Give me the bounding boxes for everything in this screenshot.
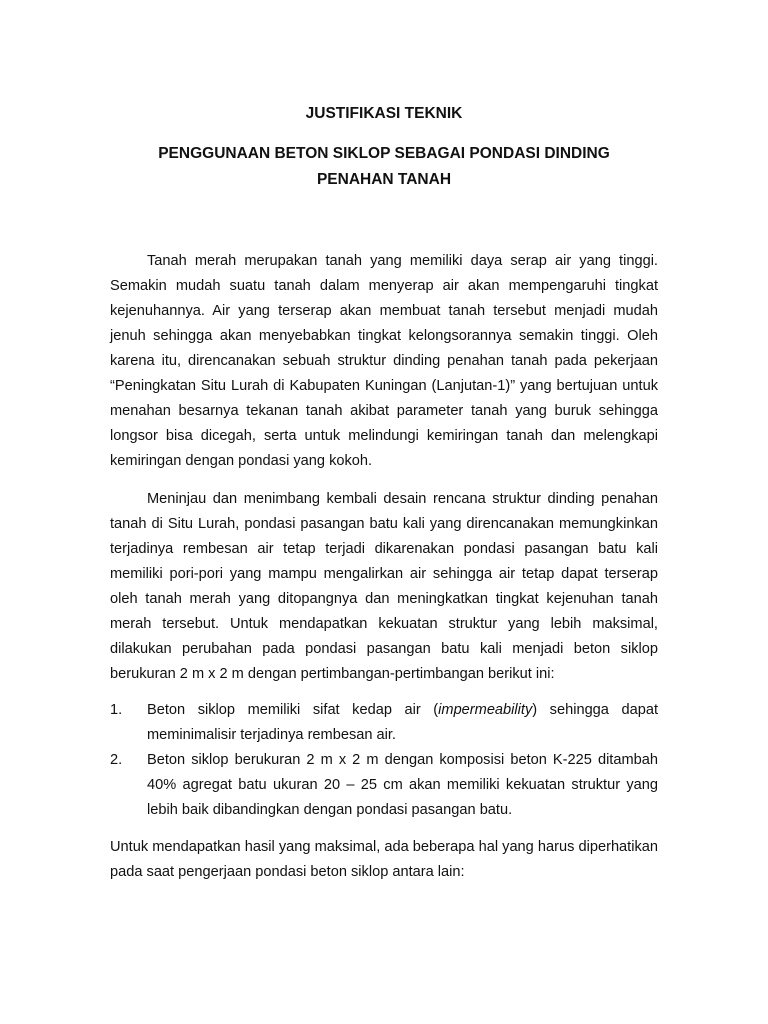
paragraph-1: Tanah merah merupakan tanah yang memiliki daya serap air yang tinggi. Semakin mudah suatu tanah dalam menyerap air akan mempengaruhi tingkat kejenuhannya. Air yang terserap akan membuat tanah tersebut menjadi mudah jenuh sehingga akan menyebabkan tingkat kelongsorannya semakin tinggi. Oleh karena itu, direncanakan sebuah struktur dinding penahan tanah pada pekerjaan “Peningkatan Situ Lurah di Kabupaten Kuningan (Lanjutan-1)” yang bertujuan untuk menahan besarnya tekanan tanah akibat parameter tanah yang buruk sehingga longsor bisa dicegah, serta untuk melindungi kemiringan tanah dan melengkapi kemiringan dengan pondasi yang kokoh.	[110, 253, 658, 469]
list-item-number: 1.	[110, 702, 123, 718]
paragraph-3: Untuk mendapatkan hasil yang maksimal, ada beberapa hal yang harus diperhatikan pada saat pengerjaan pondasi beton siklop antara lain:	[110, 839, 658, 880]
list-item-number: 2.	[110, 752, 123, 768]
document-title: JUSTIFIKASI TEKNIK	[305, 105, 463, 122]
list-item-text-after: ) sehingga dapat meminimalisir terjadinya rembesan air.	[147, 702, 659, 743]
list-item	[110, 748, 658, 823]
list-item-text: Beton siklop berukuran 2 m x 2 m dengan komposisi beton K-225 ditambah 40% agregat batu ukuran 20 – 25 cm akan memiliki kekuatan struktur yang lebih baik dibandingkan dengan pondasi pasangan batu.	[147, 752, 658, 818]
list-item-italic-term: impermeability	[438, 702, 533, 718]
paragraph-2: Meninjau dan menimbang kembali desain rencana struktur dinding penahan tanah di Situ Lurah, pondasi pasangan batu kali yang direncanakan memungkinkan terjadinya rembesan air tetap terjadi dikarenakan pondasi pasangan batu kali memiliki pori-pori yang mampu mengalirkan air sehingga air tetap dapat terserap oleh tanah merah yang ditopangnya dan meningkatkan tingkat kejenuhan tanah merah tersebut. Untuk mendapatkan kekuatan struktur yang lebih maksimal, dilakukan perubahan pada pondasi pasangan batu kali menjadi beton siklop berukuran 2 m x 2 m dengan pertimbangan-pertimbangan berikut ini:	[110, 491, 658, 682]
subtitle-line-1: PENGGUNAAN BETON SIKLOP SEBAGAI PONDASI DINDING	[158, 145, 610, 162]
subtitle-line-2: PENAHAN TANAH	[316, 171, 452, 188]
consideration-list	[110, 698, 658, 823]
document-body	[110, 101, 658, 885]
list-item-text	[147, 702, 658, 743]
document-subtitle	[110, 141, 658, 193]
list-item	[110, 698, 658, 748]
list-item-text-before: Beton siklop memiliki sifat kedap air (	[147, 702, 439, 718]
